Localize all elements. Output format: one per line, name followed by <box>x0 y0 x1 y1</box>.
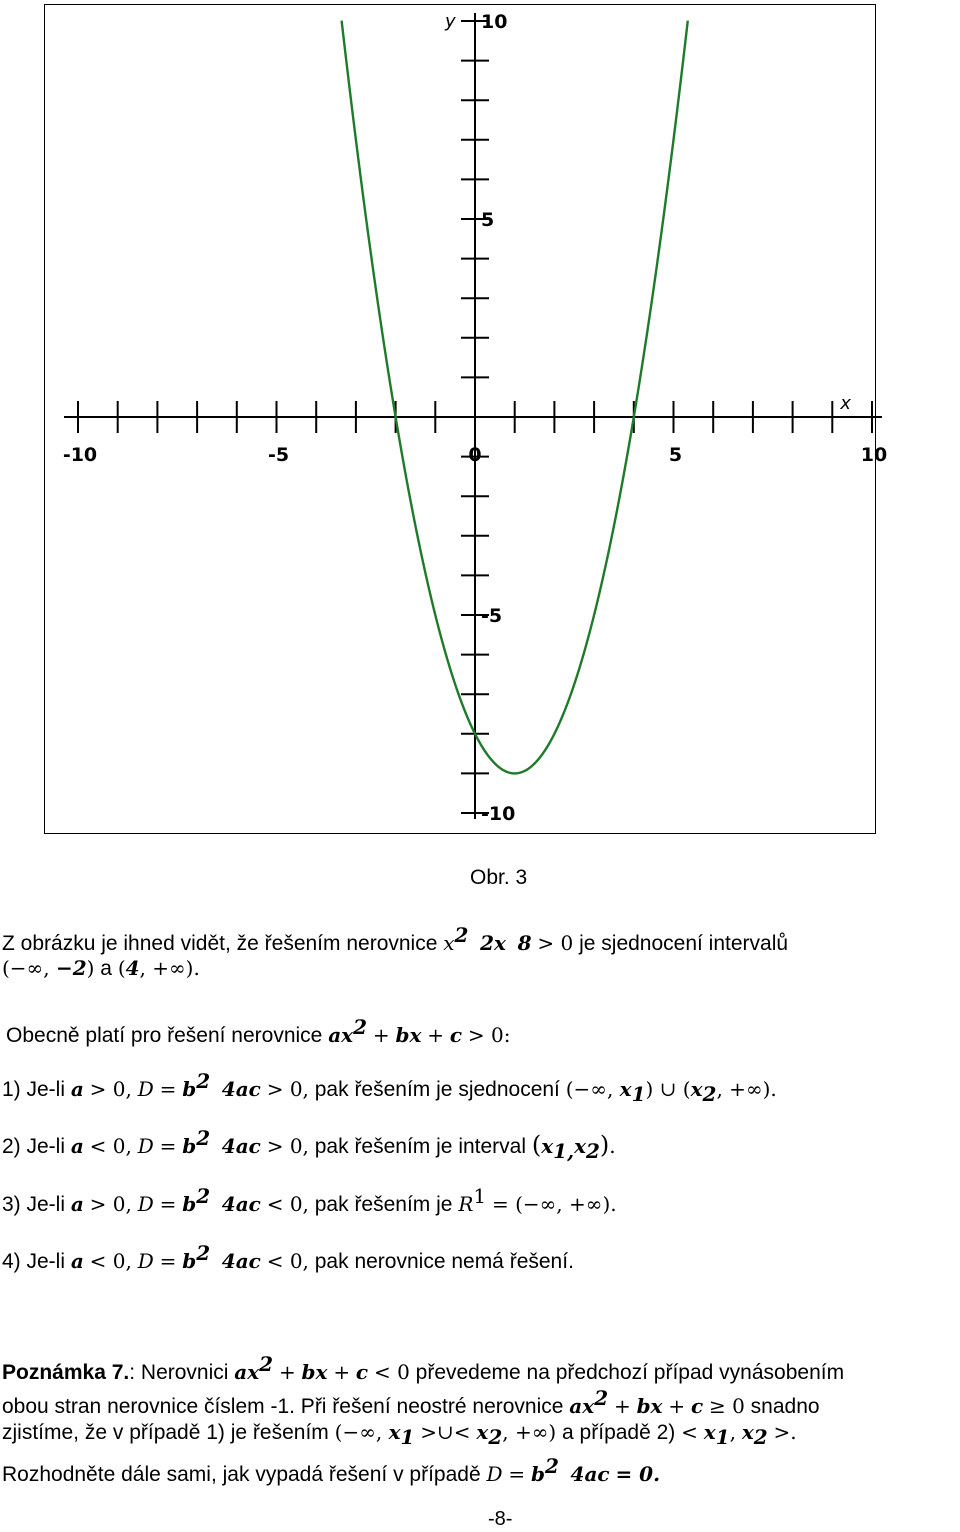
case-4-text-b: pak nerovnice nemá řešení. <box>314 1250 574 1273</box>
y-tick-label: -5 <box>481 605 503 627</box>
paragraph-2: Obecně platí pro řešení nerovnice $ax^2$ + bx + c > 0: <box>6 1015 511 1047</box>
note-line-1: Poznámka 7.: Nerovnici $ax^2$ + bx + c < 0 převedeme na předchozí případ vynásobením <box>2 1352 845 1384</box>
x-axis-label: x <box>840 393 851 414</box>
parabola-curve <box>342 21 688 774</box>
p1-text-c: a <box>100 957 112 980</box>
parabola-graph <box>44 4 888 834</box>
paragraph-1-line-2: (−∞, −2) a (4, +∞). <box>2 956 200 980</box>
x-tick-label: 5 <box>668 444 683 466</box>
note-2-text-b: snadno <box>750 1395 820 1418</box>
case-4-text-a: 4) Je-li <box>2 1250 66 1273</box>
paragraph-1-line-1: Z obrázku je ihned vidět, že řešením nerovnice $x^2$ 2x 8 > 0 je sjednocení intervalů <box>2 923 789 955</box>
y-tick-label: -10 <box>481 803 516 825</box>
case-2: 2) Je-li a < 0, $D = b^2$ 4ac > 0, pak řešením je interval $(x_{1,}x_2)$. <box>2 1126 616 1164</box>
note-1-text-a: : Nerovnici <box>129 1361 229 1384</box>
x-tick-label: 10 <box>860 444 888 466</box>
p1-text-a: Z obrázku je ihned vidět, že řešením nerovnice <box>2 932 438 955</box>
case-3: 3) Je-li a > 0, $D = b^2$ 4ac < 0, pak řešením je $R^1$ = (−∞, +∞). <box>2 1184 617 1216</box>
y-tick-label: 10 <box>481 11 508 33</box>
note-line-4: Rozhodněte dále sami, jak vypadá řešení v případě $D = b^2$ 4ac = 0. <box>2 1454 661 1486</box>
p1-text-b: je sjednocení intervalů <box>579 932 789 955</box>
note-title: Poznámka 7. <box>2 1361 130 1384</box>
case-3-text-a: 3) Je-li <box>2 1193 66 1216</box>
plot-svg <box>45 5 888 835</box>
case-3-text-b: pak řešením je <box>314 1193 453 1216</box>
x-tick-label: -5 <box>267 444 290 466</box>
figure-caption: Obr. 3 <box>470 866 528 889</box>
p2-text: Obecně platí pro řešení nerovnice <box>6 1024 323 1047</box>
note-2-text-a: obou stran nerovnice číslem -1. Při řešení neostré nerovnice <box>2 1395 564 1418</box>
case-1-text-b: pak řešením je sjednocení <box>314 1078 560 1101</box>
case-2-text-a: 2) Je-li <box>2 1135 66 1158</box>
case-1: 1) Je-li a > 0, $D = b^2$ 4ac > 0, pak řešením je sjednocení (−∞, $x_1$) ∪ ($x_2$, +∞). <box>2 1069 777 1107</box>
note-line-3: zjistíme, že v případě 1) je řešením (−∞, $x_1$ >∪< $x_2$, +∞) a případě $2) < x_1$, $x_2$ >. <box>2 1420 797 1450</box>
x-tick-label: -10 <box>62 444 98 466</box>
note-line-2: obou stran nerovnice číslem -1. Při řešení neostré nerovnice $ax^2$ + bx + c ≥ 0 snadno <box>2 1386 820 1418</box>
y-axis-label: y <box>445 11 456 32</box>
x-tick-label: 0 <box>468 444 482 466</box>
case-2-text-b: pak řešením je interval <box>314 1135 527 1158</box>
note-3-text-b: a případě 2) <box>562 1421 676 1444</box>
y-tick-label: 5 <box>481 209 495 231</box>
note-3-text-a: zjistíme, že v případě 1) je řešením <box>2 1421 329 1444</box>
case-4: 4) Je-li a < 0, $D = b^2$ 4ac < 0, pak nerovnice nemá řešení. <box>2 1241 574 1273</box>
case-1-text-a: 1) Je-li <box>2 1078 66 1101</box>
note-4-text: Rozhodněte dále sami, jak vypadá řešení v případě <box>2 1463 481 1486</box>
page-number: -8- <box>488 1508 513 1530</box>
note-1-text-b: převedeme na předchozí případ vynásobením <box>415 1361 845 1384</box>
